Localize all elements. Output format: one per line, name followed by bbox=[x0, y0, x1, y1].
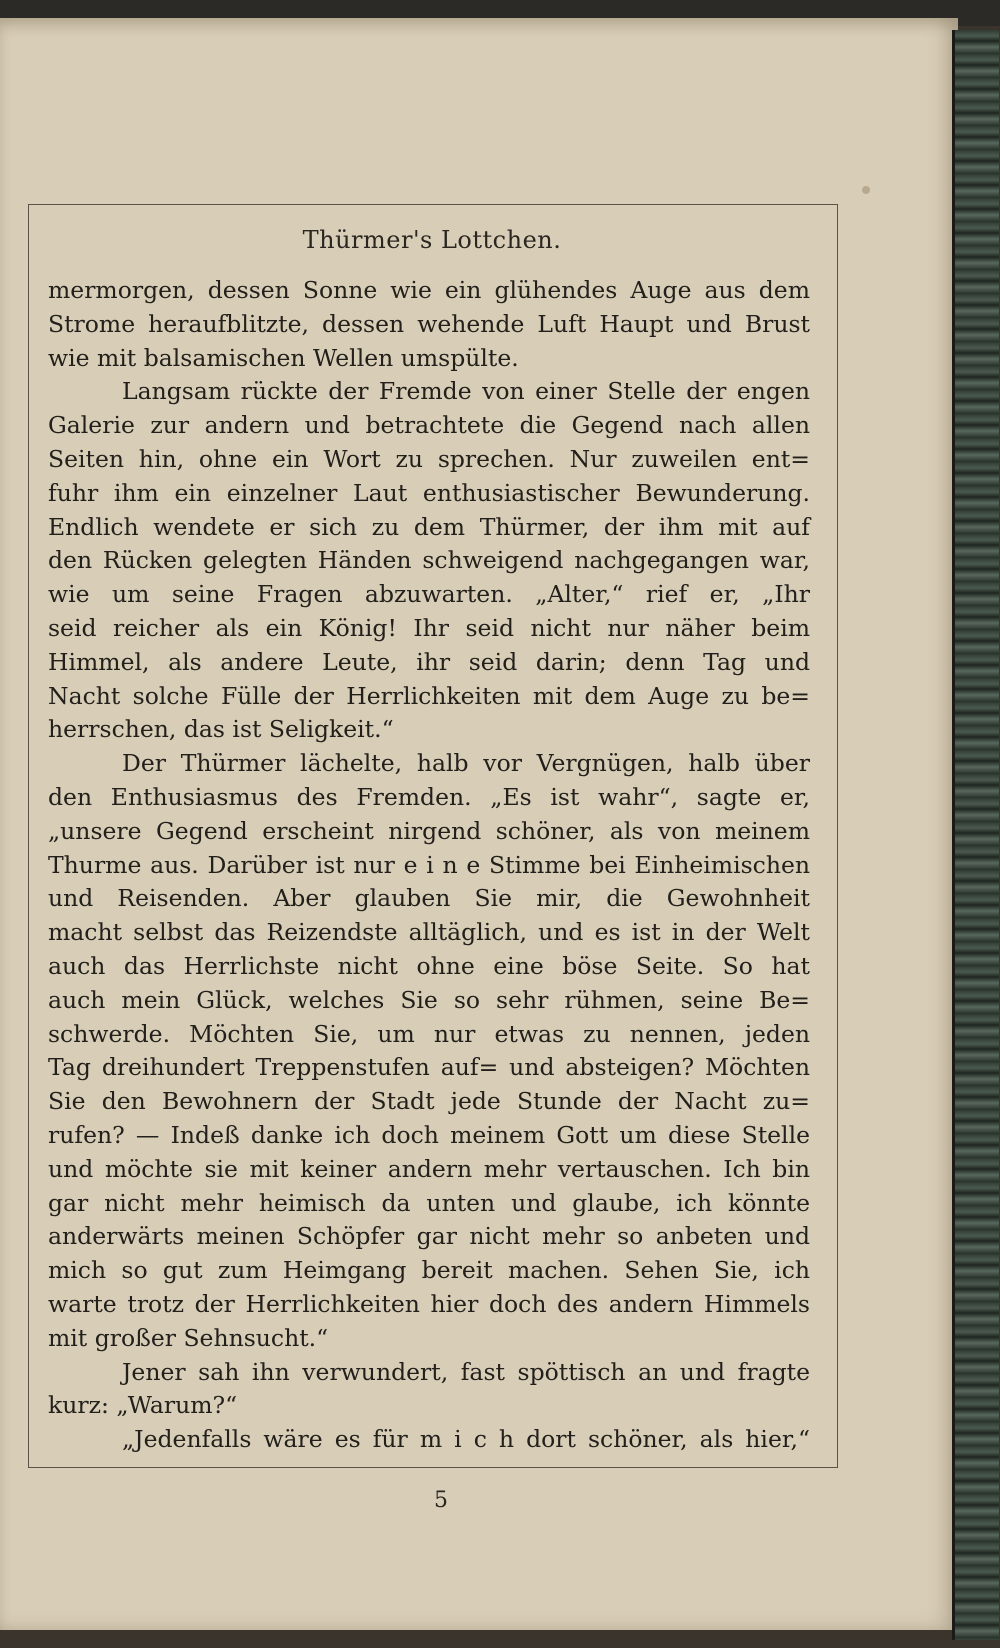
text-line: Thurme aus. Darüber ist nur e i n e Stimme bei Einheimischen bbox=[48, 850, 810, 879]
text-line: den Enthusiasmus des Fremden. „Es ist wahr“, sagte er, bbox=[48, 782, 810, 811]
text-line: und Reisenden. Aber glauben Sie mir, die Gewohnheit bbox=[48, 884, 810, 913]
body-text bbox=[48, 274, 810, 1457]
text-line: fuhr ihm ein einzelner Laut enthusiastischer Bewunderung. bbox=[48, 478, 810, 507]
text-line: auch mein Glück, welches Sie so sehr rühmen, seine Be= bbox=[48, 985, 810, 1014]
text-line: Galerie zur andern und betrachtete die Gegend nach allen bbox=[48, 411, 810, 440]
text-line: Tag dreihundert Treppenstufen auf= und absteigen? Möchten bbox=[48, 1053, 810, 1082]
text-line: wie mit balsamischen Wellen umspülte. bbox=[48, 343, 519, 372]
text-line: mit großer Sehnsucht.“ bbox=[48, 1323, 329, 1352]
text-line: mich so gut zum Heimgang bereit machen. Sehen Sie, ich bbox=[48, 1256, 810, 1285]
text-line: Seiten hin, ohne ein Wort zu sprechen. Nur zuweilen ent= bbox=[48, 444, 810, 473]
text-line: gar nicht mehr heimisch da unten und glaube, ich könnte bbox=[48, 1188, 810, 1217]
text-line: anderwärts meinen Schöpfer gar nicht mehr so anbeten und bbox=[48, 1222, 810, 1251]
text-line: warte trotz der Herrlichkeiten hier doch des andern Himmels bbox=[48, 1289, 810, 1318]
text-line: und möchte sie mit keiner andern mehr vertauschen. Ich bin bbox=[48, 1154, 810, 1183]
text-line: wie um seine Fragen abzuwarten. „Alter,“ rief er, „Ihr bbox=[48, 580, 810, 609]
text-line: Nacht solche Fülle der Herrlichkeiten mit dem Auge zu be= bbox=[48, 681, 810, 710]
text-line: kurz: „Warum?“ bbox=[48, 1391, 238, 1420]
text-line: Sie den Bewohnern der Stadt jede Stunde der Nacht zu= bbox=[48, 1087, 810, 1116]
text-line: Der Thürmer lächelte, halb vor Vergnügen, halb über bbox=[122, 749, 810, 778]
text-line: herrschen, das ist Seligkeit.“ bbox=[48, 715, 394, 744]
text-line: Himmel, als andere Leute, ihr seid darin; denn Tag und bbox=[48, 647, 810, 676]
book-binding-edge bbox=[952, 30, 999, 1640]
text-line: mermorgen, dessen Sonne wie ein glühendes Auge aus dem bbox=[48, 276, 810, 304]
text-line: Langsam rückte der Fremde von einer Stelle der engen bbox=[122, 377, 810, 406]
text-line: rufen? — Indeß danke ich doch meinem Gott um diese Stelle bbox=[48, 1120, 810, 1149]
text-line: Jener sah ihn verwundert, fast spöttisch an und fragte bbox=[122, 1357, 810, 1386]
text-line: seid reicher als ein König! Ihr seid nicht nur näher beim bbox=[48, 613, 810, 642]
text-line: schwerde. Möchten Sie, um nur etwas zu nennen, jeden bbox=[48, 1019, 810, 1048]
text-line: „unsere Gegend erscheint nirgend schöner, als von meinem bbox=[48, 816, 810, 845]
text-line: Endlich wendete er sich zu dem Thürmer, der ihm mit auf bbox=[48, 512, 810, 541]
text-line: „Jedenfalls wäre es für m i c h dort schöner, als hier,“ bbox=[122, 1425, 810, 1454]
running-head: Thürmer's Lottchen. bbox=[302, 226, 562, 254]
paper-stain bbox=[862, 186, 870, 194]
text-line: auch das Herrlichste nicht ohne eine böse Seite. So hat bbox=[48, 951, 810, 980]
text-line: Strome heraufblitzte, dessen wehende Luft Haupt und Brust bbox=[48, 309, 810, 338]
text-line: macht selbst das Reizendste alltäglich, und es ist in der Welt bbox=[48, 918, 810, 947]
text-line: den Rücken gelegten Händen schweigend nachgegangen war, bbox=[48, 546, 810, 575]
page-number: 5 bbox=[434, 1488, 448, 1513]
